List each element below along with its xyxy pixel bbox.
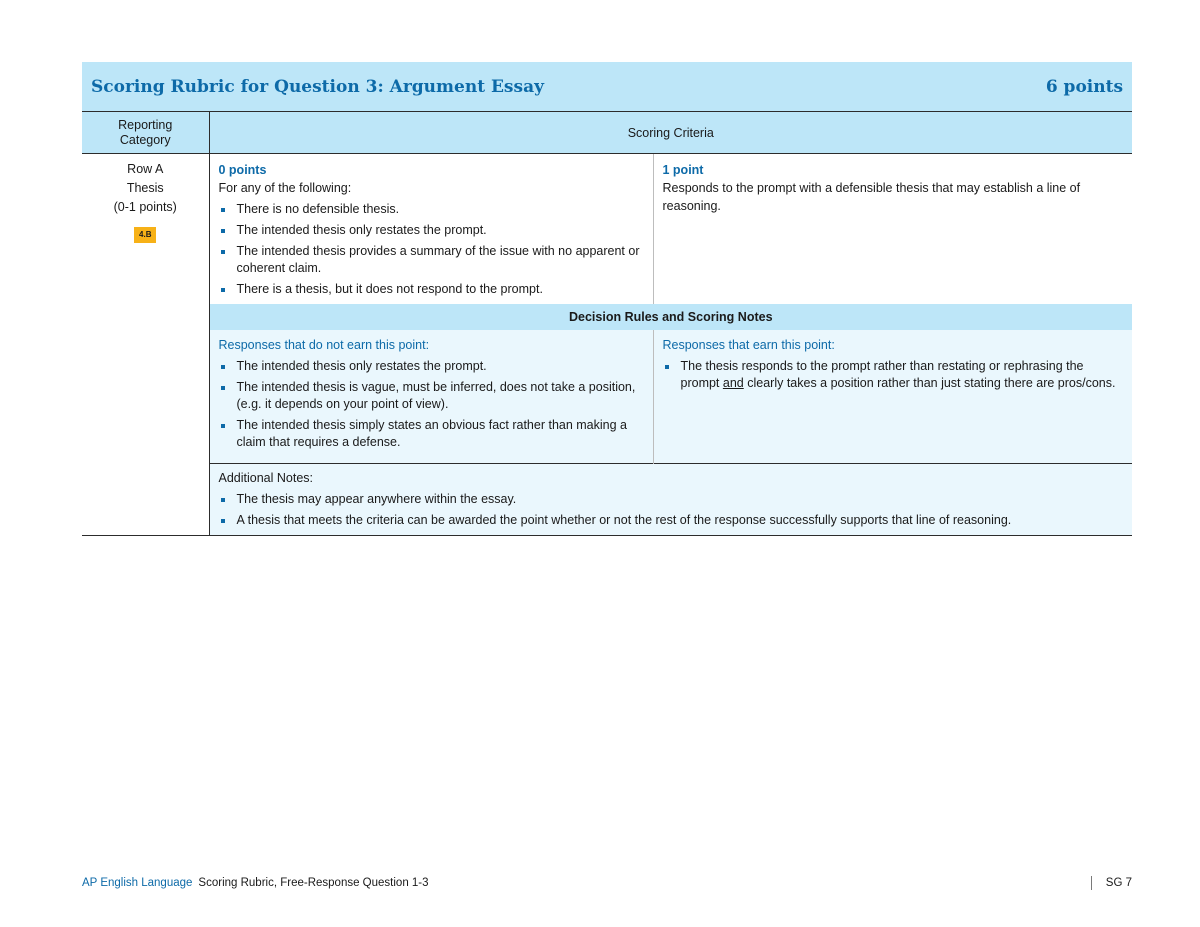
earn-list	[663, 358, 1124, 392]
underlined-and: and	[722, 376, 744, 390]
total-points: 6 points	[1045, 76, 1124, 97]
row-name: Thesis	[126, 181, 164, 195]
scoring-criteria-header: Scoring Criteria	[209, 112, 1132, 154]
row-a-category	[82, 154, 209, 536]
scoring-rubric-table	[82, 62, 1132, 536]
footer-left	[82, 877, 429, 889]
no-earn-heading: Responses that do not earn this point:	[218, 338, 430, 352]
additional-notes	[209, 464, 1132, 536]
list-item: There is a thesis, but it does not respond to the prompt.	[219, 281, 644, 298]
no-earn-list	[219, 358, 644, 451]
reporting-category-header: Reporting Category	[82, 112, 209, 154]
footer-divider	[1091, 876, 1092, 890]
zero-points-criteria	[209, 154, 653, 305]
page-footer	[82, 876, 1132, 890]
zero-points-list	[219, 201, 644, 298]
additional-notes-heading: Additional Notes:	[218, 471, 314, 485]
rubric-title-bar	[82, 62, 1132, 112]
list-item: The intended thesis is vague, must be inferred, does not take a position, (e.g. it depends on your point of view).	[219, 379, 644, 413]
zero-points-intro: For any of the following:	[218, 181, 352, 195]
rubric-title: Scoring Rubric for Question 3: Argument Essay	[91, 76, 544, 97]
list-item: There is no defensible thesis.	[219, 201, 644, 218]
list-item: The thesis may appear anywhere within the essay.	[219, 491, 1124, 508]
list-item: The intended thesis only restates the prompt.	[219, 222, 644, 239]
footer-subtitle: Scoring Rubric, Free-Response Question 1-3	[198, 877, 429, 889]
list-item: The intended thesis provides a summary of the issue with no apparent or coherent claim.	[219, 243, 644, 277]
row-points: (0-1 points)	[113, 200, 177, 214]
row-label: Row A	[127, 162, 164, 176]
list-item: The intended thesis only restates the prompt.	[219, 358, 644, 375]
list-item: The intended thesis simply states an obvious fact rather than making a claim that requires a defense.	[219, 417, 644, 451]
zero-points-heading: 0 points	[218, 163, 267, 177]
list-item: A thesis that meets the criteria can be awarded the point whether or not the rest of the response successfully supports that line of reasoning.	[219, 512, 1124, 529]
one-point-heading: 1 point	[662, 163, 704, 177]
one-point-text: Responds to the prompt with a defensible thesis that may establish a line of reasoning.	[662, 181, 1081, 213]
list-item: The thesis responds to the prompt rather than restating or rephrasing the prompt and clearly takes a position rather than just stating there are pros/cons.	[663, 358, 1124, 392]
additional-notes-list	[219, 491, 1124, 529]
no-earn-notes	[209, 330, 653, 464]
footer-right	[1091, 876, 1132, 890]
earn-notes	[653, 330, 1132, 464]
earn-heading: Responses that earn this point:	[662, 338, 835, 352]
footer-course: AP English Language	[82, 877, 193, 889]
skill-badge: 4.B	[134, 227, 156, 243]
decision-rules-heading: Decision Rules and Scoring Notes	[209, 304, 1132, 330]
one-point-criteria	[653, 154, 1132, 305]
page-number: SG 7	[1105, 877, 1132, 889]
